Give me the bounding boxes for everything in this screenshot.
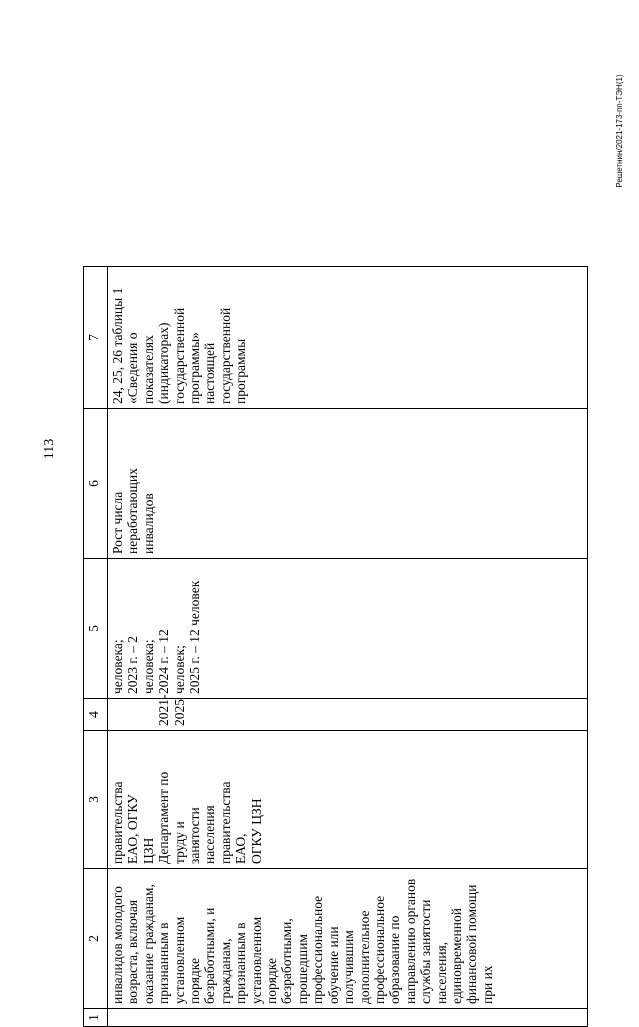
document-id: Решетнин/2021-173-пп-ТЭН(1): [615, 74, 624, 188]
header-col-5: 5: [84, 559, 108, 699]
cell-reference: 24, 25, 26 таблицы 1 «Сведения о показателях (индикаторах) государственной программы» настоящей государственной программы: [108, 267, 588, 409]
cell-activity: инвалидов молодого возраста, включая оказание гражданам, признанным в установленном порядке безработными, и гражданам, признанным в установленном порядке безработными, прошедшим профессиональное обучение или получившим дополнительное профессиональное образование по направлению органов службы занятости населения, единовременной финансовой помощи при их: [108, 869, 588, 1009]
rotated-table: [83, 267, 613, 1027]
header-col-4: 4: [84, 699, 108, 731]
header-col-6: 6: [84, 409, 108, 559]
cell-number: [108, 1009, 588, 1027]
table-row: [108, 267, 588, 1027]
cell-indicators: человека; 2023 г. – 2 человека; 2024 г. – 12 человек; 2025 г. – 12 человек: [108, 559, 588, 699]
header-col-1: 1: [84, 1009, 108, 1027]
program-table: [83, 266, 588, 1027]
header-col-2: 2: [84, 869, 108, 1009]
header-col-3: 3: [84, 731, 108, 869]
cell-responsible: правительства ЕАО, ОГКУ ЦЗН Департамент по труду и занятости населения правительства ЕАО, ОГКУ ЦЗН: [108, 731, 588, 869]
header-row: [84, 267, 108, 1027]
cell-result: Рост числа неработающих инвалидов: [108, 409, 588, 559]
header-col-7: 7: [84, 267, 108, 409]
cell-period: 2021- 2025: [108, 699, 588, 731]
page-number: 113: [42, 438, 57, 460]
